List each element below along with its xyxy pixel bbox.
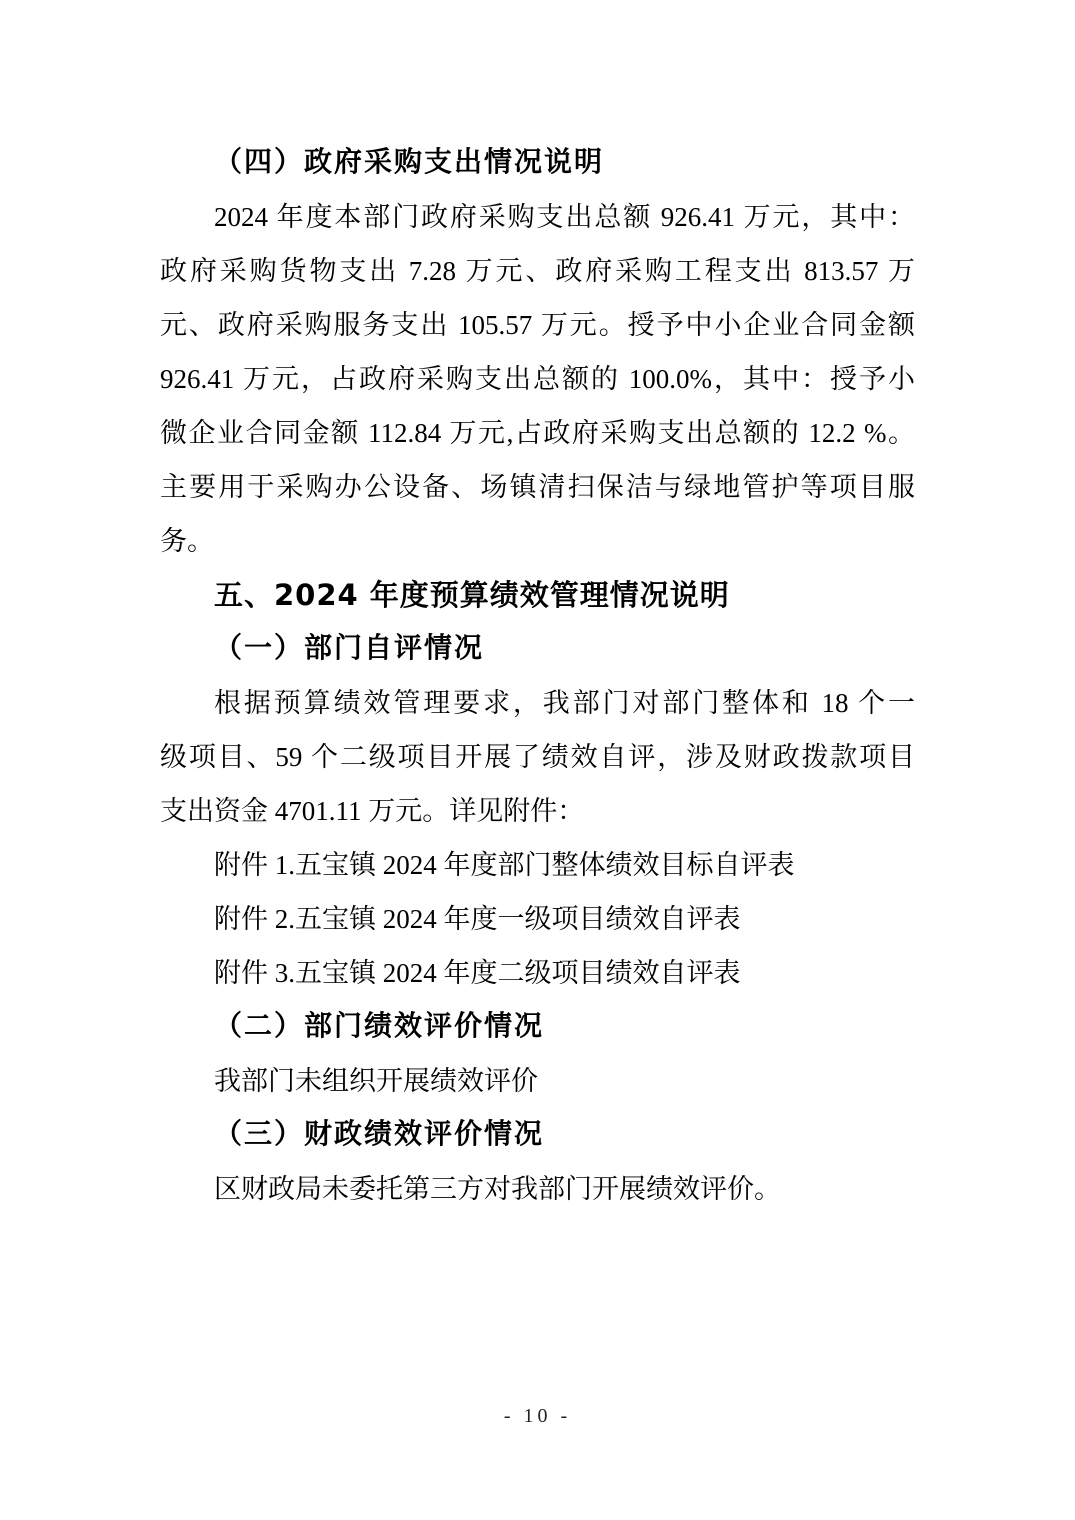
paragraph-procurement-line-4: 926.41 万元，占政府采购支出总额的 100.0%，其中：授予小: [160, 364, 915, 394]
paragraph-dept-eval: 我部门未组织开展绩效评价: [214, 1066, 538, 1096]
heading-section-4: （四）政府采购支出情况说明: [214, 147, 605, 178]
paragraph-finance-eval: 区财政局未委托第三方对我部门开展绩效评价。: [214, 1174, 781, 1204]
heading-subsection-1: （一）部门自评情况: [214, 633, 485, 664]
paragraph-procurement-line-2: 政府采购货物支出 7.28 万元、政府采购工程支出 813.57 万: [160, 256, 915, 286]
attachment-line-1: 附件 1.五宝镇 2024 年度部门整体绩效目标自评表: [214, 850, 795, 880]
paragraph-self-eval-line-3: 支出资金 4701.11 万元。详见附件：: [160, 796, 585, 826]
paragraph-procurement-line-7: 务。: [160, 526, 214, 556]
paragraph-procurement-line-3: 元、政府采购服务支出 105.57 万元。授予中小企业合同金额: [160, 310, 915, 340]
attachment-line-3: 附件 3.五宝镇 2024 年度二级项目绩效自评表: [214, 958, 741, 988]
paragraph-procurement-line-1: 2024 年度本部门政府采购支出总额 926.41 万元，其中：: [214, 202, 915, 232]
paragraph-self-eval-line-2: 级项目、59 个二级项目开展了绩效自评，涉及财政拨款项目: [160, 742, 915, 772]
page-number: - 10 -: [503, 1405, 572, 1427]
attachment-line-2: 附件 2.五宝镇 2024 年度一级项目绩效自评表: [214, 904, 741, 934]
paragraph-procurement-line-5: 微企业合同金额 112.84 万元,占政府采购支出总额的 12.2 %。: [160, 418, 915, 448]
paragraph-procurement-line-6: 主要用于采购办公设备、场镇清扫保洁与绿地管护等项目服: [160, 472, 915, 502]
heading-subsection-2: （二）部门绩效评价情况: [214, 1011, 545, 1042]
heading-subsection-3: （三）财政绩效评价情况: [214, 1119, 545, 1150]
document-content: [160, 136, 915, 1216]
heading-section-5: 五、2024 年度预算绩效管理情况说明: [214, 578, 730, 612]
paragraph-self-eval-line-1: 根据预算绩效管理要求，我部门对部门整体和 18 个一: [214, 688, 915, 718]
